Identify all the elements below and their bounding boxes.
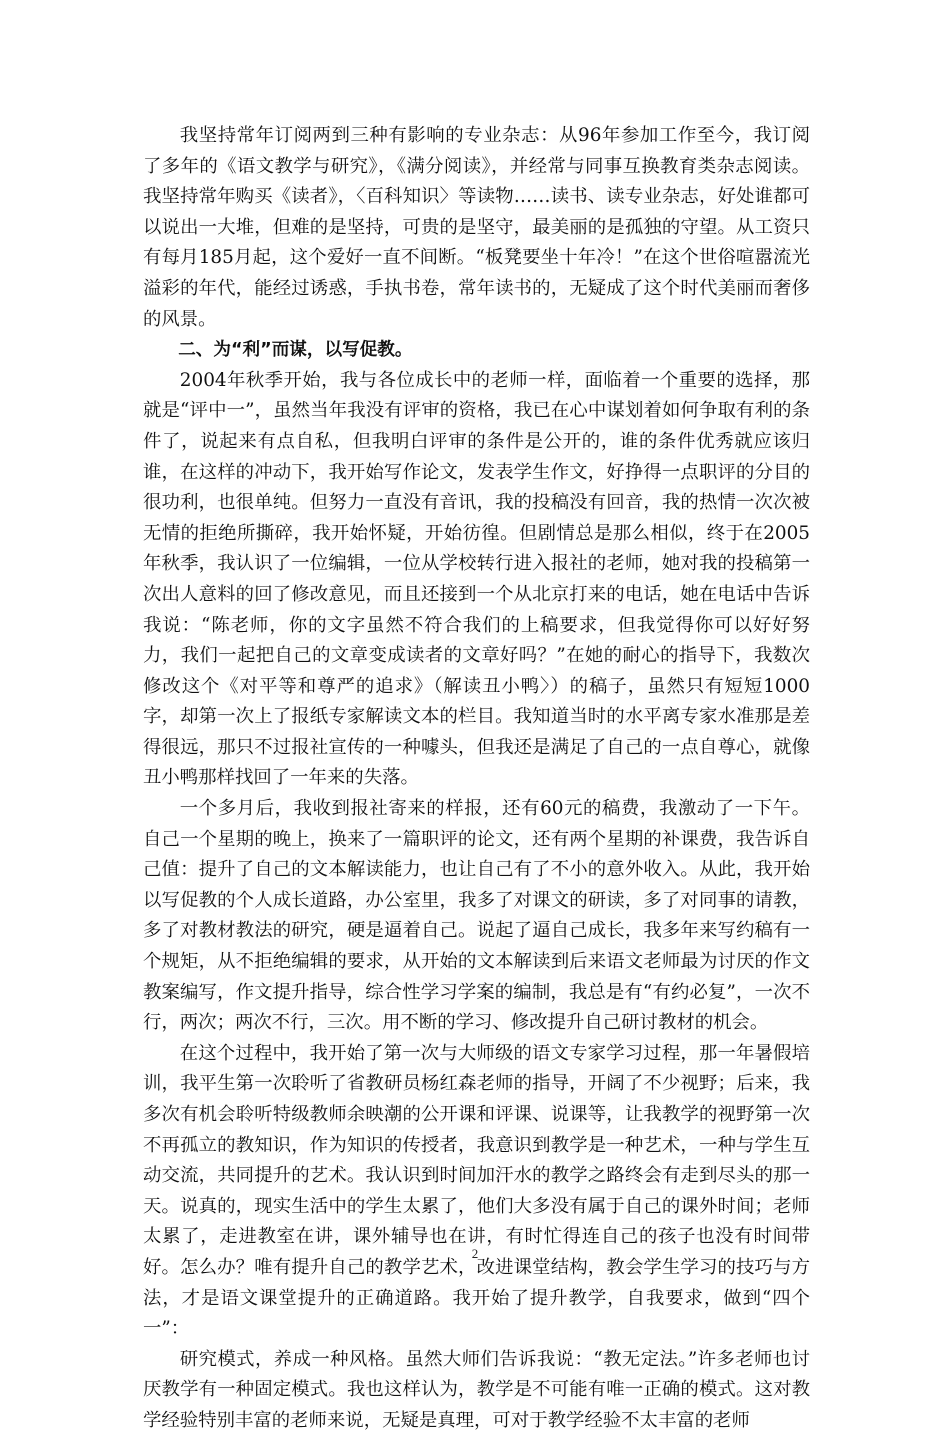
section-heading: 二、为“利”而谋，以写促教。 [178,340,413,361]
page-number: 2 [471,1246,479,1261]
paragraph-reading-habit: 我坚持常年订阅两到三种有影响的专业杂志：从96年参加工作至今，我订阅了多年的《语文教学与研究》，《满分阅读》，并经常与同事互换教育类杂志阅读。我坚持常年购买《读者》，〈百科知识〉等读物……读书、读专业杂志，好处谁都可以说出一大堆，但难的是坚持，可贵的是坚守，最美丽的是孤独的守望。从工资只有每月185月起，这个爱好一直不间断。“板凳要坐十年冷！”在这个世俗喧嚣流光溢彩的年代，能经过诱惑，手执书卷，常年读书的，无疑成了这个时代美丽而奢侈的风景。 [143,125,810,330]
document-body [143,121,810,1437]
paragraph-first-payment: 一个多月后，我收到报社寄来的样报，还有60元的稿费，我激动了一下午。自己一个星期的晚上，换来了一篇职评的论文，还有两个星期的补课费，我告诉自己值：提升了自己的文本解读能力，也让自己有了不小的意外收入。从此，我开始以写促教的个人成长道路，办公室里，我多了对课文的研读，多了对同事的请教，多了对教材教法的研究，硬是逼着自己。说起了逼自己成长，我多年来写约稿有一个规矩，从不拒绝编辑的要求，从开始的文本解读到后来语文老师最为讨厌的作文教案编写，作文提升指导，综合性学习学案的编制，我总是有“有约必复”，一次不行，两次；两次不行，三次。用不断的学习、修改提升自己研讨教材的机会。 [143,798,810,1034]
paragraph-writing-start: 2004年秋季开始，我与各位成长中的老师一样，面临着一个重要的选择，那就是“评中一”，虽然当年我没有评审的资格，我已在心中谋划着如何争取有利的条件了，说起来有点自私，但我明白评审的条件是公开的，谁的条件优秀就应该归谁，在这样的冲动下，我开始写作论文，发表学生作文，好挣得一点职评的分目的很功利，也很单纯。但努力一直没有音讯，我的投稿没有回音，我的热情一次次被无情的拒绝所撕碎，我开始怀疑，开始彷徨。但剧情总是那么相似，终于在2005年秋季，我认识了一位编辑，一位从学校转行进入报社的老师，她对我的投稿第一次出人意料的回了修改意见，而且还接到一个从北京打来的电话，她在电话中告诉我说：“陈老师，你的文字虽然不符合我们的上稿要求，但我觉得你可以好好努力，我们一起把自己的文章变成读者的文章好吗？”在她的耐心的指导下，我数次修改这个《对平等和尊严的追求》（解读丑小鸭〉）的稿子，虽然只有短短1000字，却第一次上了报纸专家解读文本的栏目。我知道当时的水平离专家水准那是差得很远，那只不过报社宣传的一种噱头，但我还是满足了自己的一点自尊心，就像丑小鸭那样找回了一年来的失落。 [143,369,810,789]
paragraph-research-mode: 研究模式，养成一种风格。虽然大师们告诉我说：“教无定法。”许多老师也讨厌教学有一种固定模式。我也这样认为，教学是不可能有唯一正确的模式。这对教学经验特别丰富的老师来说，无疑是真理，可对于教学经验不太丰富的老师 [143,1348,810,1431]
paragraph-learning-process: 在这个过程中，我开始了第一次与大师级的语文专家学习过程，那一年暑假培训，我平生第一次聆听了省教研员杨红森老师的指导，开阔了不少视野；后来，我多次有机会聆听特级教师余映潮的公开课和评课、说课等，让我教学的视野第一次不再孤立的教知识，作为知识的传授者，我意识到教学是一种艺术，一种与学生互动交流，共同提升的艺术。我认识到时间加汗水的教学之路终会有走到尽头的那一天。说真的，现实生活中的学生太累了，他们大多没有属于自己的课外时间；老师太累了，走进教室在讲，课外辅导也在讲，有时忙得连自己的孩子也没有时间带好。怎么办？唯有提升自己的教学艺术，改进课堂结构，教会学生学习的技巧与方法，才是语文课堂提升的正确道路。我开始了提升教学，自我要求，做到“四个一”： [143,1042,810,1340]
